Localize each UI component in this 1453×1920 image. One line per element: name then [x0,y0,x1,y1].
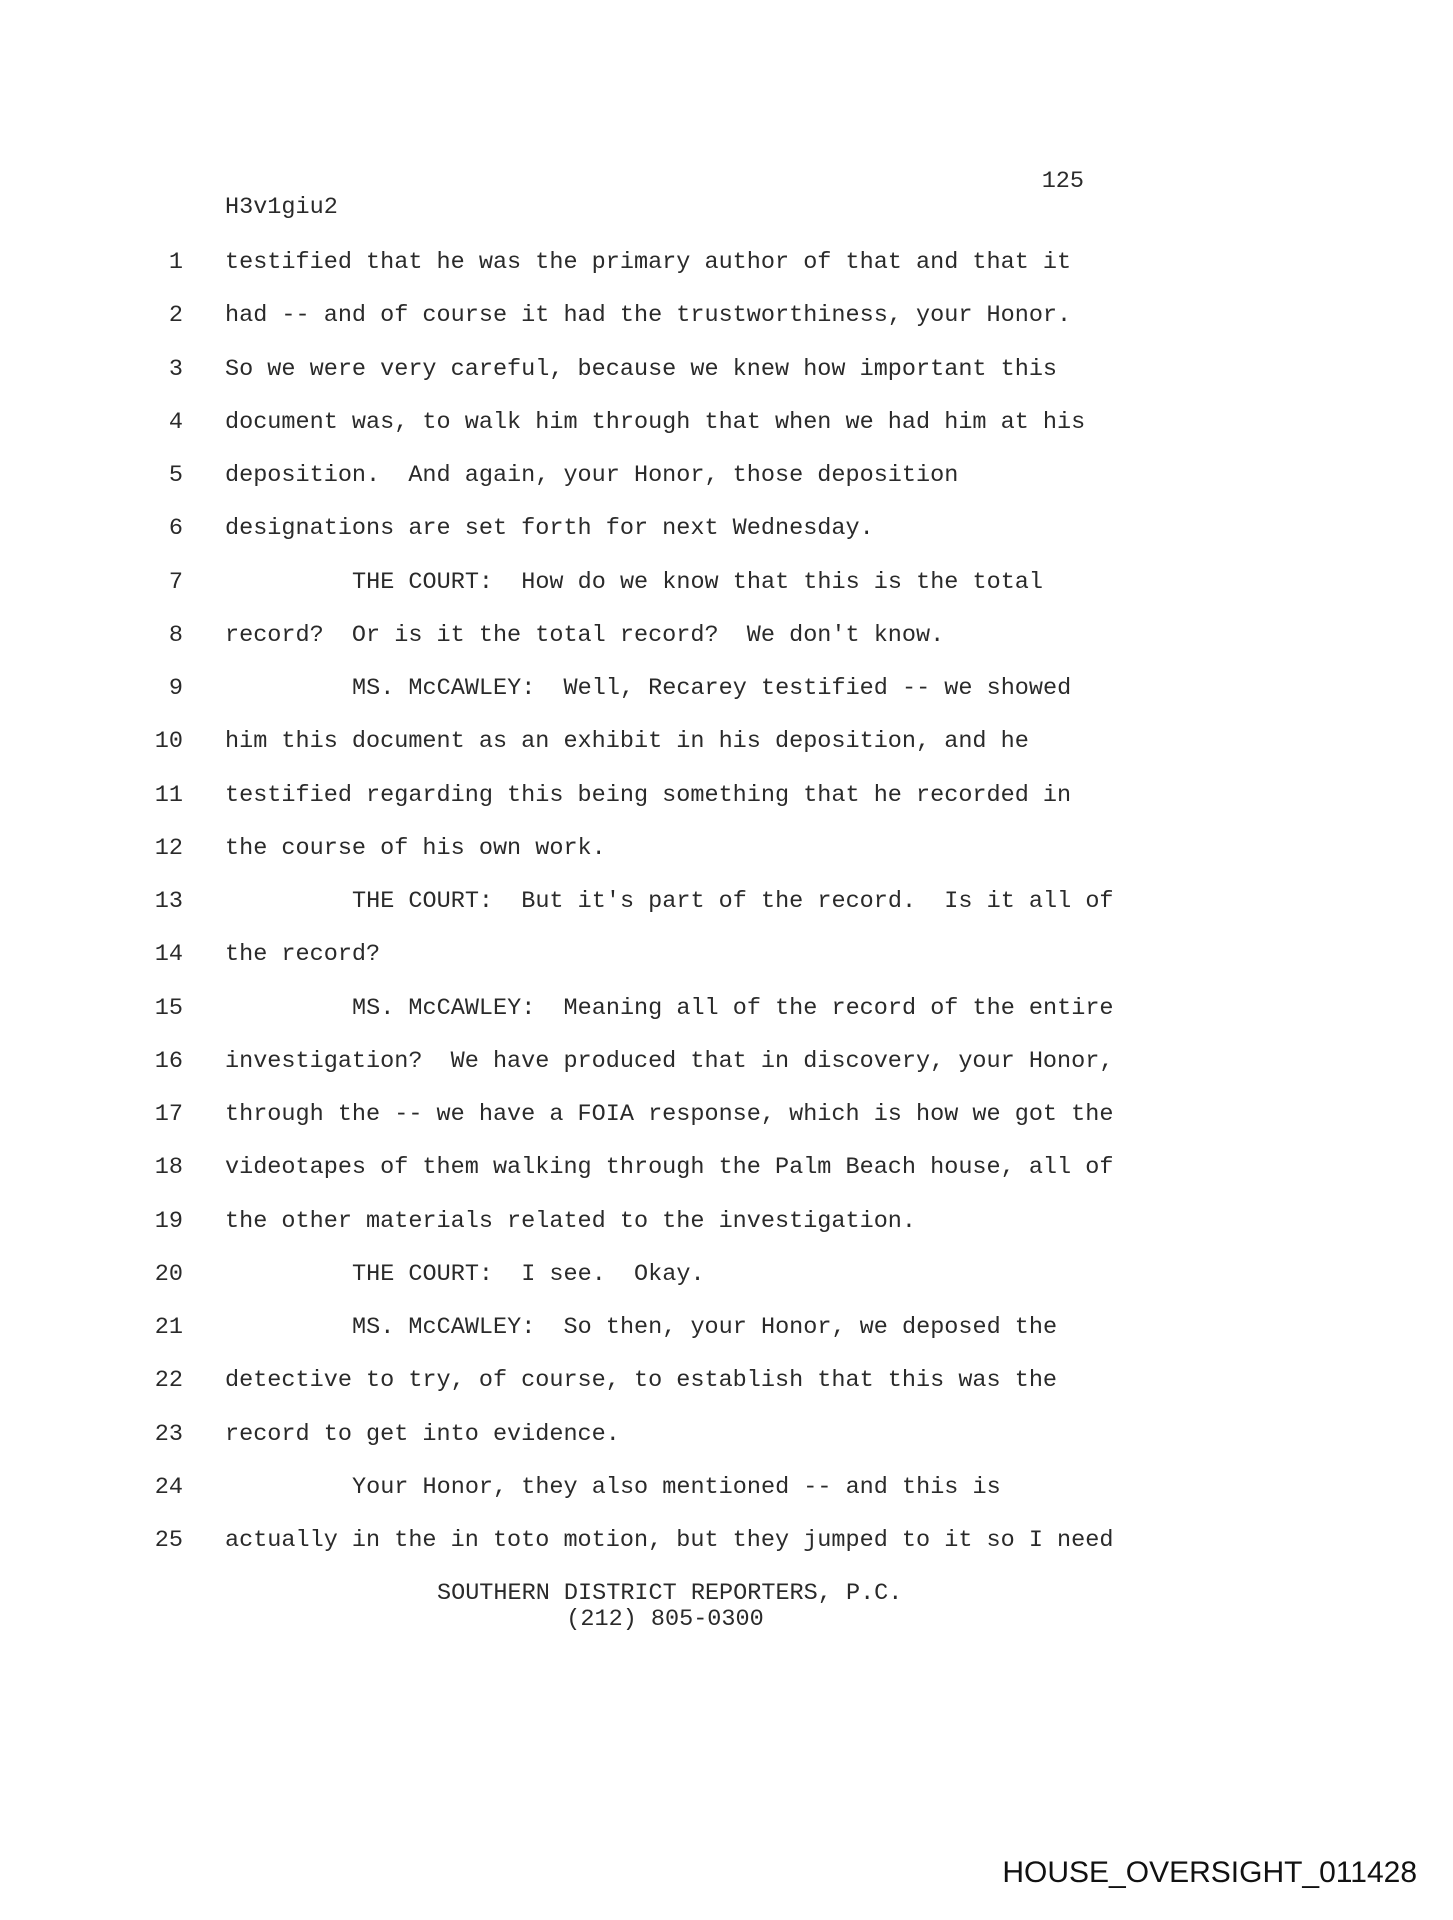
transcript-line [0,662,1453,715]
line-text: detective to try, of course, to establish that this was the [225,1367,1058,1395]
transcript-line [0,1408,1453,1461]
transcript-line [0,343,1453,396]
transcript-line [0,236,1453,289]
line-number: 14 [154,941,183,969]
line-text: designations are set forth for next Wednesday. [225,515,874,543]
line-text: record to get into evidence. [225,1420,620,1448]
line-number: 24 [154,1473,183,1501]
line-text: THE COURT: I see. Okay. [352,1260,705,1288]
line-text: had -- and of course it had the trustworthiness, your Honor. [225,302,1072,330]
line-text: the course of his own work. [225,834,606,862]
reporter-phone: (212) 805-0300 [566,1606,764,1633]
transcript-line [0,982,1453,1035]
transcript-line [0,609,1453,662]
transcript-line [0,822,1453,875]
transcript-line [0,1301,1453,1354]
transcript-line [0,1461,1453,1514]
line-text: MS. McCAWLEY: Well, Recarey testified -- we showed [352,675,1072,702]
line-number: 12 [154,834,183,862]
line-number: 1 [168,249,183,276]
line-number: 25 [154,1527,183,1554]
line-text: him this document as an exhibit in his deposition, and he [225,728,1029,756]
line-number: 20 [154,1260,183,1288]
transcript-line [0,556,1453,609]
transcript-lines [0,236,1453,1567]
document-id: H3v1giu2 [225,194,338,221]
transcript-line [0,1141,1453,1194]
line-text: through the -- we have a FOIA response, which is how we got the [225,1101,1114,1128]
line-number: 4 [168,408,183,436]
transcript-line [0,769,1453,822]
transcript-line [0,396,1453,449]
line-number: 17 [154,1101,183,1128]
line-text: videotapes of them walking through the Palm Beach house, all of [225,1154,1114,1182]
transcript-line [0,502,1453,555]
line-number: 13 [154,888,183,915]
line-number: 23 [154,1420,183,1448]
line-text: the other materials related to the investigation. [225,1207,917,1235]
transcript-line [0,875,1453,928]
transcript-line [0,1248,1453,1301]
transcript-line [0,1514,1453,1567]
line-number: 7 [168,568,183,596]
line-number: 21 [154,1314,183,1341]
line-text: testified regarding this being something that he recorded in [225,781,1072,809]
transcript-line [0,1354,1453,1407]
line-number: 18 [154,1154,183,1182]
transcript-line [0,928,1453,981]
line-text: testified that he was the primary author of that and that it [225,249,1072,276]
line-text: document was, to walk him through that when we had him at his [225,408,1086,436]
line-number: 8 [168,621,183,649]
line-number: 16 [154,1047,183,1075]
line-number: 22 [154,1367,183,1395]
line-text: investigation? We have produced that in discovery, your Honor, [225,1047,1114,1075]
line-text: Your Honor, they also mentioned -- and this is [352,1473,1001,1501]
bates-number: HOUSE_OVERSIGHT_011428 [1002,1856,1417,1889]
transcript-line [0,715,1453,768]
transcript-line [0,1088,1453,1141]
line-number: 3 [168,355,183,383]
line-text: THE COURT: But it's part of the record. Is it all of [352,888,1114,915]
line-number: 10 [154,728,183,756]
line-text: actually in the in toto motion, but they jumped to it so I need [225,1527,1114,1554]
page-number: 125 [1041,168,1084,195]
transcript-line [0,1195,1453,1248]
line-text: record? Or is it the total record? We don't know. [225,621,945,649]
line-text: the record? [225,941,381,969]
line-number: 15 [154,994,183,1022]
line-text: So we were very careful, because we knew how important this [225,355,1058,383]
line-text: THE COURT: How do we know that this is the total [352,568,1044,596]
transcript-line [0,449,1453,502]
line-text: MS. McCAWLEY: So then, your Honor, we deposed the [352,1314,1058,1341]
line-number: 19 [154,1207,183,1235]
line-text: MS. McCAWLEY: Meaning all of the record of the entire [352,994,1114,1022]
line-number: 11 [154,781,183,809]
line-number: 2 [168,302,183,330]
line-number: 6 [168,515,183,543]
transcript-line [0,1035,1453,1088]
line-text: deposition. And again, your Honor, those deposition [225,462,959,489]
line-number: 9 [168,675,183,702]
transcript-line [0,289,1453,342]
reporter-name: SOUTHERN DISTRICT REPORTERS, P.C. [437,1580,903,1607]
line-number: 5 [168,462,183,489]
